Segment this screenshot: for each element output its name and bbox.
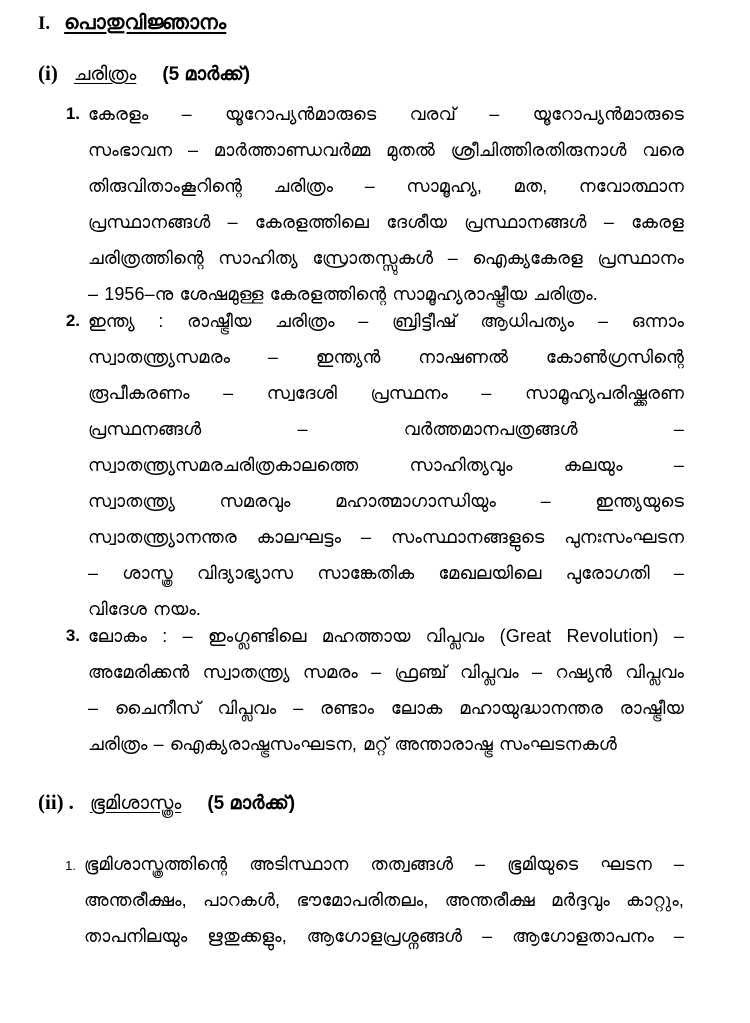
list-item-number: 1. (65, 104, 80, 123)
section-title-geography: ഭൂമിശാസ്ത്രം (89, 793, 182, 814)
main-heading-numeral: I. (38, 13, 51, 34)
section-marks-geography: (5 മാർക്ക്) (207, 793, 296, 814)
text-line: രൂപീകരണം – സ്വദേശി പ്രസ്ഥനം – സാമൂഹ്യപരിഷ്ക്കരണ (88, 383, 684, 403)
text-line: – 1956–നു ശേഷമുള്ള കേരളത്തിന്റെ സാമൂഹ്യരാഷ്ട്രീയ ചരിത്രം. (88, 284, 598, 304)
list-item (52, 96, 684, 312)
text-line: – ശാസ്ത്ര വിദ്യാഭ്യാസ സാങ്കേതിക മേഖലയിലെ പുരോഗതി – (88, 563, 684, 583)
text-line: സ്വാതന്ത്ര്യാനന്തര കാലഘട്ടം – സംസ്ഥാനങ്ങളുടെ പുനഃസംഘടന (88, 527, 684, 547)
section-marks-history: (5 മാർക്ക്) (162, 64, 251, 85)
text-line: അമേരിക്കൻ സ്വാതന്ത്ര്യ സമരം – ഫ്രഞ്ച് വിപ്ലവം – റഷ്യൻ വിപ്ലവം (88, 662, 684, 682)
section-numeral-geography: (ii) (38, 790, 64, 814)
list-item-body (88, 303, 684, 627)
list-item (52, 303, 684, 627)
text-line: സംഭാവന – മാർത്താണ്ഡവർമ്മ മുതൽ ശ്രീചിത്തിരതിരുനാൾ വരെ (88, 140, 684, 160)
list-item-number: 2. (65, 311, 80, 330)
text-line: ചരിത്രം – ഐക്യരാഷ്ട്രസംഘടന, മറ്റ് അന്താരാഷ്ട്ര സംഘടനകൾ (88, 734, 617, 754)
text-line: ചരിത്രത്തിന്റെ സാഹിത്യ സ്രോതസ്സുകൾ – ഐക്യകേരള പ്രസ്ഥാനം (88, 248, 684, 268)
section-heading-history (38, 63, 250, 86)
section-heading-geography (38, 790, 295, 815)
text-line: സ്വാതന്ത്ര്യസമരചരിത്രകാലത്തെ സാഹിത്യവും കലയും – (88, 455, 684, 475)
text-line: – ചൈനീസ് വിപ്ലവം – രണ്ടാം ലോക മഹായുദ്ധാനന്തര രാഷ്ട്രീയ (88, 698, 684, 718)
list-item-body (84, 846, 684, 954)
list-item (48, 846, 684, 954)
text-line: ഇന്ത്യ : രാഷ്ട്രീയ ചരിത്രം – ബ്രിട്ടീഷ് ആധിപത്യം – ഒന്നാം (88, 311, 684, 331)
text-line: അന്തരീക്ഷം, പാറകൾ, ഭൗമോപരിതലം, അന്തരീക്ഷ മർദ്ദവും കാറ്റും, (84, 890, 684, 910)
list-item-number: 1. (65, 858, 76, 873)
text-line: സ്വാതന്ത്ര്യസമരം – ഇന്ത്യൻ നാഷണൽ കോൺഗ്രസിന്റെ (88, 347, 684, 367)
text-line: താപനിലയും ഋതുക്കളും, ആഗോളപ്രശ്നങ്ങൾ – ആഗോളതാപനം – (84, 926, 684, 946)
main-heading (38, 12, 226, 34)
list-item-body (88, 618, 684, 762)
text-line: പ്രസ്ഥനങ്ങൾ – വർത്തമാനപത്രങ്ങൾ – (88, 419, 684, 439)
section-title-history: ചരിത്രം (73, 64, 137, 85)
text-line: സ്വാതന്ത്ര്യ സമരവും മഹാത്മാഗാന്ധിയും – ഇന്ത്യയുടെ (88, 491, 684, 511)
list-item (52, 618, 684, 762)
text-line: പ്രസ്ഥാനങ്ങൾ – കേരളത്തിലെ ദേശീയ പ്രസ്ഥാനങ്ങൾ – കേരള (88, 212, 684, 232)
text-line: വിദേശ നയം. (88, 599, 201, 619)
text-line: ഭൂമിശാസ്ത്രത്തിന്റെ അടിസ്ഥാന തത്വങ്ങൾ – ഭൂമിയുടെ ഘടന – (84, 854, 684, 874)
text-line: ലോകം : – ഇംഗ്ലണ്ടിലെ മഹത്തായ വിപ്ലവം (Great Revolution) – (88, 626, 684, 646)
list-item-number: 3. (65, 626, 80, 645)
main-heading-title: പൊതുവിജ്ഞാനം (64, 12, 227, 34)
section-numeral-dot: . (68, 790, 74, 814)
text-line: കേരളം – യൂറോപ്യൻമാരുടെ വരവ് – യൂറോപ്യൻമാരുടെ (88, 104, 684, 124)
section-numeral-history: (i) (38, 61, 58, 85)
list-item-body (88, 96, 684, 312)
text-line: തിരുവിതാംകൂറിന്റെ ചരിത്രം – സാമൂഹ്യ, മത, നവോത്ഥാന (88, 176, 684, 196)
